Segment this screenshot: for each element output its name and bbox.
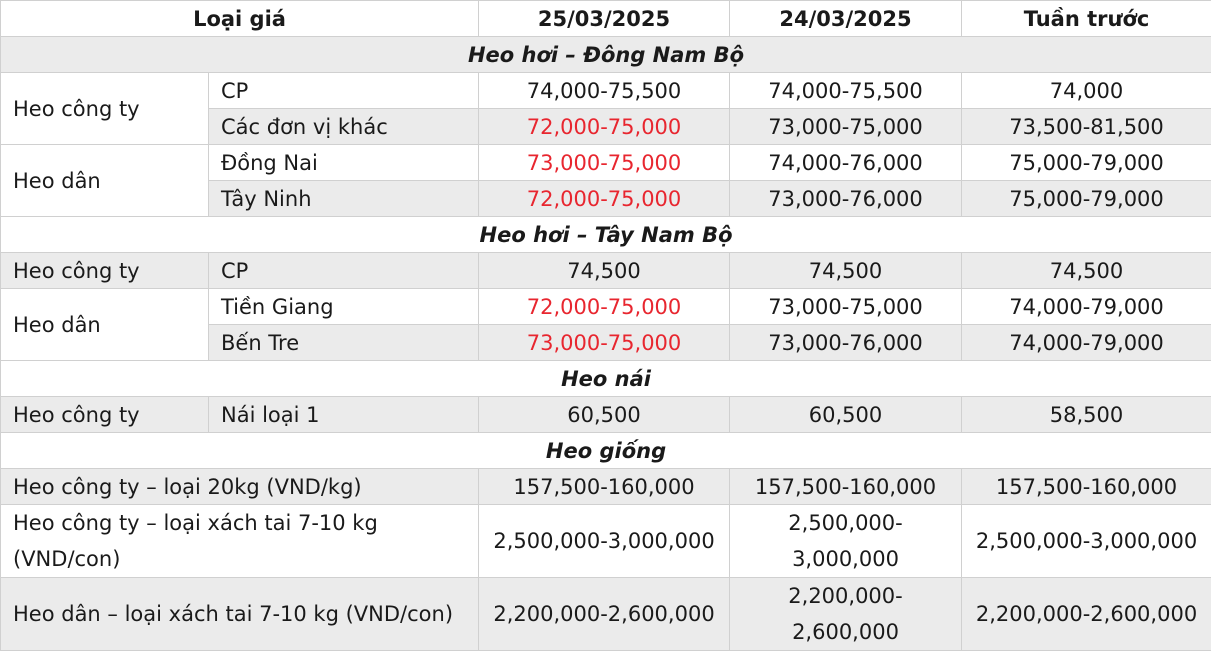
price-cell-decrease: 73,000-75,000	[479, 145, 730, 181]
section-row	[1, 217, 1211, 253]
price-cell: 75,000-79,000	[962, 181, 1211, 217]
table-row	[1, 578, 1211, 651]
row-label: Bến Tre	[209, 325, 479, 361]
price-cell: 74,500	[962, 253, 1211, 289]
section-row	[1, 37, 1211, 73]
price-cell: 2,500,000-3,000,000	[479, 505, 730, 578]
price-cell: 73,000-76,000	[730, 325, 962, 361]
section-row	[1, 433, 1211, 469]
section-title-southeast: Heo hơi – Đông Nam Bộ	[1, 37, 1211, 73]
price-cell: 74,000-79,000	[962, 325, 1211, 361]
row-label: Heo công ty – loại xách tai 7-10 kg (VND/con)	[1, 505, 479, 578]
price-cell: 74,000	[962, 73, 1211, 109]
row-label: Tiền Giang	[209, 289, 479, 325]
price-cell: 60,500	[730, 397, 962, 433]
section-title-breeding: Heo giống	[1, 433, 1211, 469]
price-cell: 73,000-75,000	[730, 289, 962, 325]
table-row	[1, 469, 1211, 505]
price-cell: 74,500	[479, 253, 730, 289]
price-cell-decrease: 72,000-75,000	[479, 181, 730, 217]
price-cell-decrease: 72,000-75,000	[479, 289, 730, 325]
price-cell-decrease: 73,000-75,000	[479, 325, 730, 361]
price-cell: 157,500-160,000	[730, 469, 962, 505]
price-cell: 73,500-81,500	[962, 109, 1211, 145]
row-label: Nái loại 1	[209, 397, 479, 433]
header-row	[1, 1, 1211, 37]
price-cell: 2,500,000-3,000,000	[962, 505, 1211, 578]
price-cell: 74,500	[730, 253, 962, 289]
header-price-type: Loại giá	[1, 1, 479, 37]
row-label: Các đơn vị khác	[209, 109, 479, 145]
section-title-sow: Heo nái	[1, 361, 1211, 397]
price-cell: 75,000-79,000	[962, 145, 1211, 181]
header-date-2: 24/03/2025	[730, 1, 962, 37]
group-label: Heo dân	[1, 145, 209, 217]
row-label: CP	[209, 253, 479, 289]
price-cell: 73,000-76,000	[730, 181, 962, 217]
price-cell: 2,200,000-2,600,000	[730, 578, 962, 651]
price-cell: 74,000-75,500	[730, 73, 962, 109]
row-label: Heo công ty – loại 20kg (VND/kg)	[1, 469, 479, 505]
table-row	[1, 253, 1211, 289]
price-cell: 74,000-75,500	[479, 73, 730, 109]
header-date-1: 25/03/2025	[479, 1, 730, 37]
price-cell: 73,000-75,000	[730, 109, 962, 145]
section-row	[1, 361, 1211, 397]
row-label: Đồng Nai	[209, 145, 479, 181]
price-cell: 74,000-79,000	[962, 289, 1211, 325]
header-last-week: Tuần trước	[962, 1, 1211, 37]
row-label: Tây Ninh	[209, 181, 479, 217]
row-label: Heo dân – loại xách tai 7-10 kg (VND/con)	[1, 578, 479, 651]
price-cell: 58,500	[962, 397, 1211, 433]
row-label: CP	[209, 73, 479, 109]
group-label: Heo dân	[1, 289, 209, 361]
price-cell: 2,200,000-2,600,000	[479, 578, 730, 651]
group-label: Heo công ty	[1, 397, 209, 433]
table-row	[1, 289, 1211, 325]
price-cell: 157,500-160,000	[962, 469, 1211, 505]
price-cell: 60,500	[479, 397, 730, 433]
group-label: Heo công ty	[1, 73, 209, 145]
table-row	[1, 145, 1211, 181]
table-row	[1, 397, 1211, 433]
section-title-southwest: Heo hơi – Tây Nam Bộ	[1, 217, 1211, 253]
group-label: Heo công ty	[1, 253, 209, 289]
price-cell-decrease: 72,000-75,000	[479, 109, 730, 145]
price-cell: 74,000-76,000	[730, 145, 962, 181]
table-row	[1, 73, 1211, 109]
price-cell: 2,500,000-3,000,000	[730, 505, 962, 578]
price-cell: 2,200,000-2,600,000	[962, 578, 1211, 651]
table-row	[1, 505, 1211, 578]
price-cell: 157,500-160,000	[479, 469, 730, 505]
